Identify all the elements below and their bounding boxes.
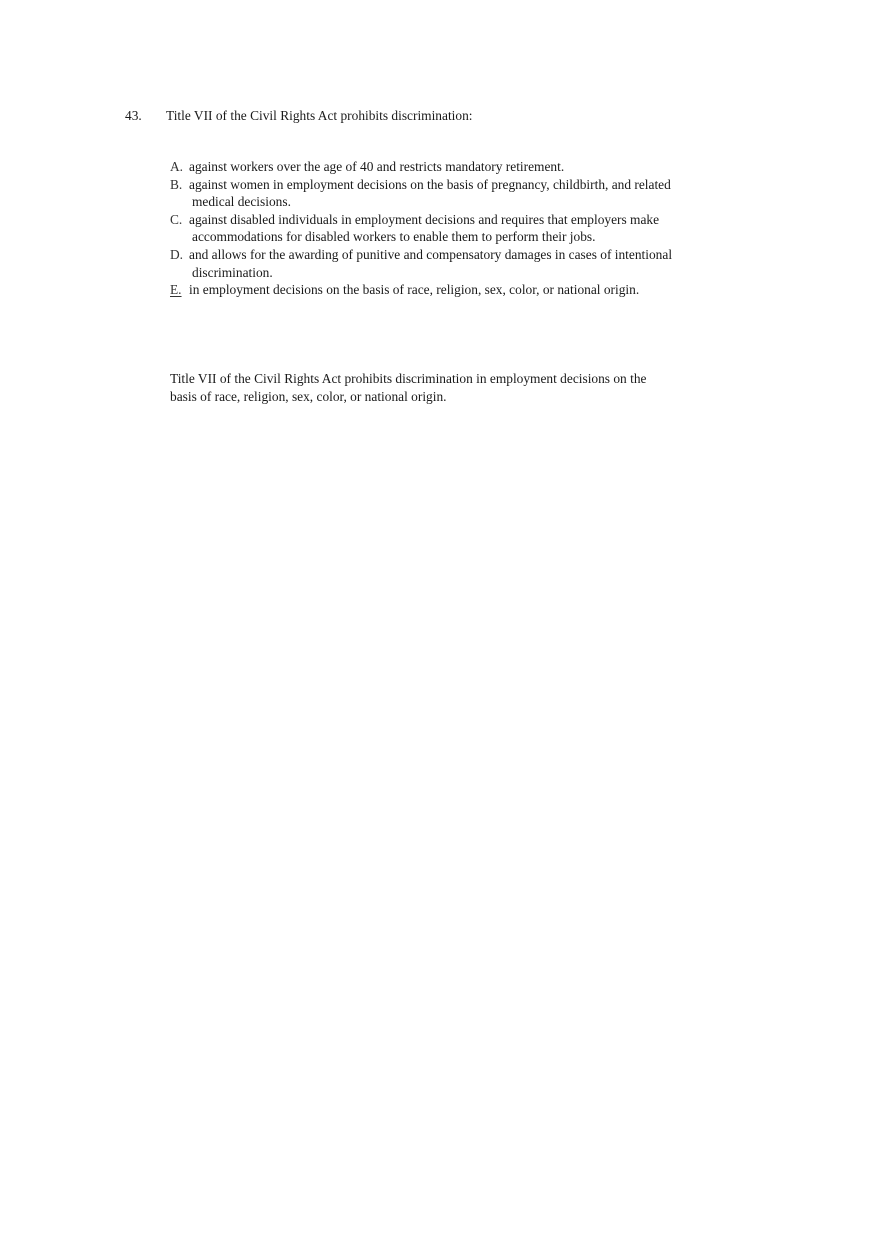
option-e bbox=[170, 281, 690, 299]
option-letter-correct: E. bbox=[170, 282, 182, 298]
question-number: 43. bbox=[125, 108, 142, 123]
question-stem: Title VII of the Civil Rights Act prohibits discrimination: bbox=[166, 108, 473, 123]
option-text: and allows for the awarding of punitive and compensatory damages in cases of intentional discrimination. bbox=[189, 246, 673, 280]
option-text: in employment decisions on the basis of race, religion, sex, color, or national origin. bbox=[189, 282, 640, 298]
option-text: against disabled individuals in employment decisions and requires that employers make accommodations for disabled workers to enable them to perform their jobs. bbox=[189, 211, 660, 245]
answer-feedback: Title VII of the Civil Rights Act prohibits discrimination in employment decisions on the basis of race, religion, sex, color, or national origin. bbox=[170, 371, 647, 404]
option-letter: D. bbox=[170, 246, 184, 262]
answer-options bbox=[170, 158, 690, 299]
option-c bbox=[170, 211, 690, 246]
option-text: against women in employment decisions on the basis of pregnancy, childbirth, and related medical decisions. bbox=[189, 176, 671, 210]
option-d bbox=[170, 246, 690, 281]
option-letter: B. bbox=[170, 176, 183, 192]
question-block bbox=[125, 107, 745, 404]
option-a bbox=[170, 158, 690, 176]
option-letter: C. bbox=[170, 211, 183, 227]
option-letter: A. bbox=[170, 159, 184, 174]
option-b bbox=[170, 176, 690, 211]
question-header bbox=[125, 107, 745, 125]
option-text: against workers over the age of 40 and restricts mandatory retirement. bbox=[189, 159, 565, 174]
